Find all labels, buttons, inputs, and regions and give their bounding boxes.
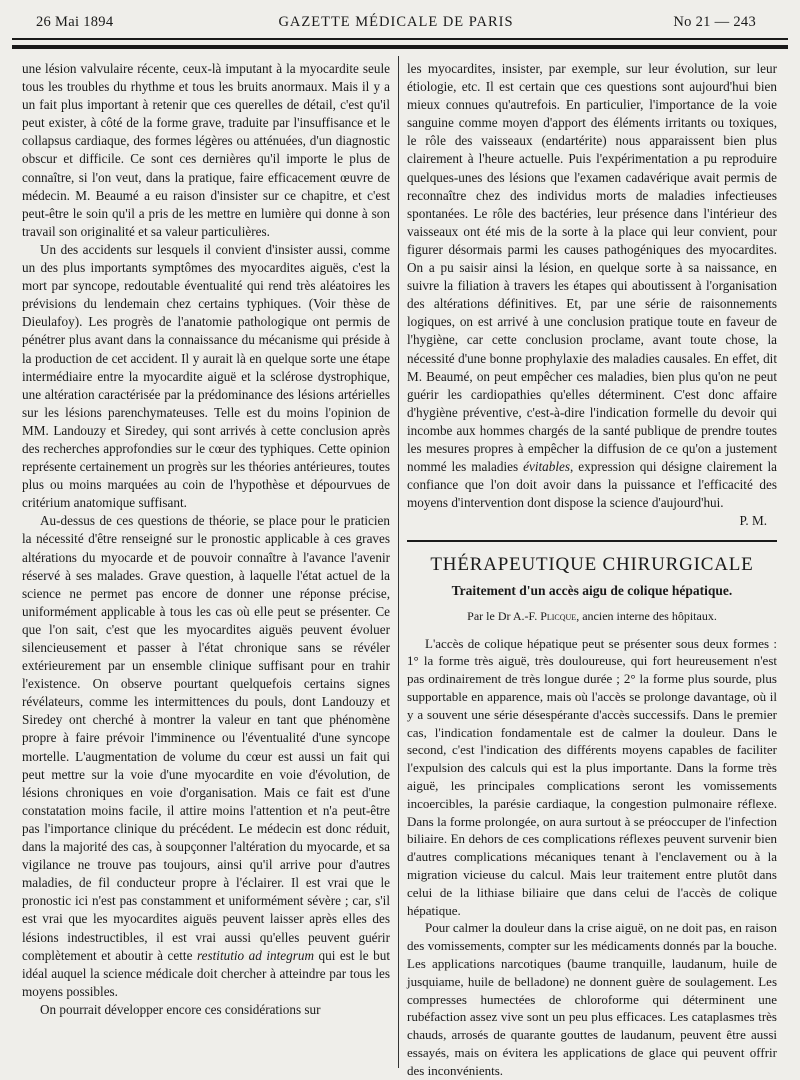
left-column (22, 60, 390, 1019)
article-body (407, 635, 777, 1080)
header-rule-thick (12, 45, 788, 49)
right-paragraph-2: L'accès de colique hépatique peut se présenter sous deux formes : 1° la forme très aiguë, très douloureuse, qui fort heureusement n'est pas ordinairement de très longue durée ; 2° la forme plus sourde, plus supportable en apparence, mais où l'accès se prolonge davantage, où il y a souvent une série désespérante d'accès successifs. Dans le premier cas, l'indication fondamentale est de calmer la douleur. Dans le second, c'est l'indication des différents moyens capables de faciliter l'expulsion des calculs qui est la plus importante. Dans la forme très aiguë, les principales complications seront les vomissements incoercibles, la parésie cardiaque, la congestion pulmonaire réflexe. Dans la forme prolongée, on aura surtout à se préoccuper de l'infection biliaire. En dehors de ces complications réflexes peuvent survenir bien d'autres complications mécaniques tenant à l'enclavement ou à la migration vicieuse du calcul. Mais leur traitement entre plutôt dans celui de la lithiase biliaire que dans celui de l'accès de colique hépatique. (407, 635, 777, 918)
left-paragraph-3 (22, 512, 390, 1001)
left-paragraph-3-text-a: Au-dessus de ces questions de théorie, se place pour le praticien la nécessité d'être renseigné sur le pronostic applicable à ces graves altérations du myocarde et de pouvoir connaître à l'avance l'avenir réservé à ses malades. Grave question, à laquelle l'état actuel de la science ne permet pas encore de donner une réponse précise, uniformément applicable à tous les cas où elle peut se présenter. Ce que l'on sait, c'est que les myocardites aiguës peuvent évoluer silencieusement et passer à l'état chronique sans se révéler extérieurement par un ensemble clinique suffisant pour en trahir l'existence. On observe pourtant quelquefois certains signes révélateurs, comme les intermittences du pouls, dont Landouzy et Siredey ont cherché à montrer la valeur en tant que phénomène propre à faire prévoir l'imminence ou l'éventualité d'une syncope mortelle. L'augmentation de volume du cœur est aussi un fait qui peut mettre sur la voie d'une myocardite en voie d'évolution, de lésions chroniques en voie d'organisation. Mais ce fait est d'une constatation moins facile, il attire moins l'attention et n'a peut-être pas l'importance clinique du précédent. Le médecin est donc réduit, dans la majorité des cas, à soupçonner l'altération du myocarde, et sa vigilance ne trouve pas toujours, ainsi qu'il arrive pour d'autres maladies, de fil conducteur propre à l'éclairer. Il est vrai que le pronostic ici n'est pas constamment et uniformément sévère ; car, s'il est vrai que les myocardites aiguës peuvent laisser après elles des lésions indestructibles, il est vrai aussi qu'elles peuvent guérir complètement et aboutir à cette (22, 513, 390, 963)
right-paragraph-1-text-a: les myocardites, insister, par exemple, sur leur évolution, sur leur étiologie, etc. Il est certain que ces questions sont aujourd'hui bien mieux connues qu'autrefois. En particulier, l'importance de la voie sanguine comme moyen d'apport des éléments irritants ou toxiques, le rôle des vaisseaux (endartérite) nous apparaissent bien plus clairement à l'heure actuelle. Puis l'expérimentation a pu reproduire quelques-unes des lésions que l'examen cadavérique avait permis de reconnaître chez des individus morts de maladies infectieuses spontanées. Le rôle des bactéries, leur présence dans l'intérieur des vaisseaux ont été mis de la sorte à la place qui leur convient, pour figurer désormais parmi les causes pathogéniques des myocardites. On a pu saisir ainsi la lésion, en quelque sorte à sa naissance, en suivre la filiation à travers les étapes qui aboutissent à l'organisation des altérations définitives. Et, par une série de raisonnements logiques, on est arrivé à une conclusion pratique toute en faveur de l'hygiène, car cette conclusion proclame, avant toute chose, la nécessité d'une bonne prophylaxie des maladies causales. En effet, dit M. Beaumé, on peut empêcher ces maladies, bien plus qu'on ne peut guérir les cardiopathies qu'elles déterminent. C'est donc affaire d'hygiène préventive, c'est-à-dire l'indication formelle du devoir qui incombe aux hommes chargés de la santé publique de prendre toutes les mesures propres à empêcher la diffusion de ce qu'on a justement nommé les maladies (407, 61, 777, 475)
left-paragraph-3-text-b: qui est le but idéal auquel la science médicale doit chercher à atteindre par tous les moyens possibles. (22, 947, 390, 999)
section-title: THÉRAPEUTIQUE CHIRURGICALE (430, 554, 754, 576)
right-paragraph-1 (407, 60, 777, 512)
header-title: GAZETTE MÉDICALE DE PARIS (278, 14, 514, 30)
page-header (36, 14, 756, 36)
byline-prefix: Par le Dr A.-F. (467, 608, 541, 623)
section-separator (407, 540, 777, 542)
left-paragraph-4: On pourrait développer encore ces considérations sur (40, 1001, 321, 1017)
right-column (407, 60, 777, 1080)
left-paragraph-1: une lésion valvulaire récente, ceux-là imputant à la myocardite seule tous les troubles du rhythme et tous les bruits anormaux. Mais il y a un fait plus important à retenir que ces querelles de détail, c'est qu'il peut exister, à côté de la forme grave, traduite par l'insuffisance et le collapsus cardiaque, des formes légères ou atténuées, d'un diagnostic obscur et difficile. Ce sont ces dernières qu'il importe le plus de connaître, si l'on veut, dans la pratique, faire efficacement œuvre de médecin. M. Beaumé a eu raison d'insister sur ce chapitre, et c'est peut-être le soin qu'il a pris de les mettre en lumière qui donne à son travail son originalité et sa valeur particulières. (22, 61, 390, 239)
left-paragraph-3-italic: restitutio ad integrum (196, 947, 314, 963)
header-rule-thin (12, 38, 788, 40)
right-paragraph-3: Pour calmer la douleur dans la crise aiguë, on ne doit pas, en raison des vomissements, compter sur les médicaments donnés par la bouche. Les applications narcotiques (baume tranquille, laudanum, huile de jusquiame, huile de belladone) ne donnent guère de soulagement. Les compresses humectées de chloroforme qui déterminent une rubéfaction assez vive sont un peu plus efficaces. Les cataplasmes très chauds, arrosés de quarante gouttes de laudanum, peuvent être aussi essayés, mais on évitera les applications de glace qui peuvent offrir des inconvénients. (407, 920, 777, 1078)
right-paragraph-1-italic: évitables (523, 459, 570, 475)
article-title: Traitement d'un accès aigu de colique hépatique. (451, 583, 733, 599)
byline-name: Plicque (540, 608, 577, 623)
signature: P. M. (739, 513, 767, 529)
right-paragraph-1-text-b: , expression qui désigne clairement la confiance que l'on doit avoir dans la puissance et l'efficacité des moyens d'intervention dont dispose la science d'aujourd'hui. (407, 459, 778, 511)
left-paragraph-2: Un des accidents sur lesquels il convient d'insister aussi, comme un des plus importants symptômes des myocardites aiguës, c'est la mort par syncope, redoutable éventualité qui rend très aléatoires les prévisions du lendemain chez certains typhiques. (Voir thèse de Dieulafoy). Les progrès de l'anatomie pathologique ont permis de pénétrer plus avant dans la connaissance du mécanisme qui préside à la production de cet accident. Il y aurait là en quelque sorte une étape intermédiaire entre la myocardite aiguë et la sclérose dystrophique, une altération caractérisée par la prédominance des lésions artérielles sur les lésions parenchymateuses. Telle est du moins l'opinion de MM. Landouzy et Siredey, qui sont arrivés à cette conclusion après des recherches approfondies sur le cœur des typhiques. Cette opinion représente certainement un progrès sur les théories antérieures, toutes plus ou moins marquées au coin de l'hypothèse et dépourvues de critérium anatomique suffisant. (22, 241, 390, 511)
byline-suffix: , ancien interne des hôpitaux. (576, 608, 717, 623)
column-divider (398, 56, 399, 1068)
header-issue: No 21 — 243 (673, 14, 756, 30)
article-byline (407, 607, 777, 625)
header-date: 26 Mai 1894 (36, 14, 114, 30)
